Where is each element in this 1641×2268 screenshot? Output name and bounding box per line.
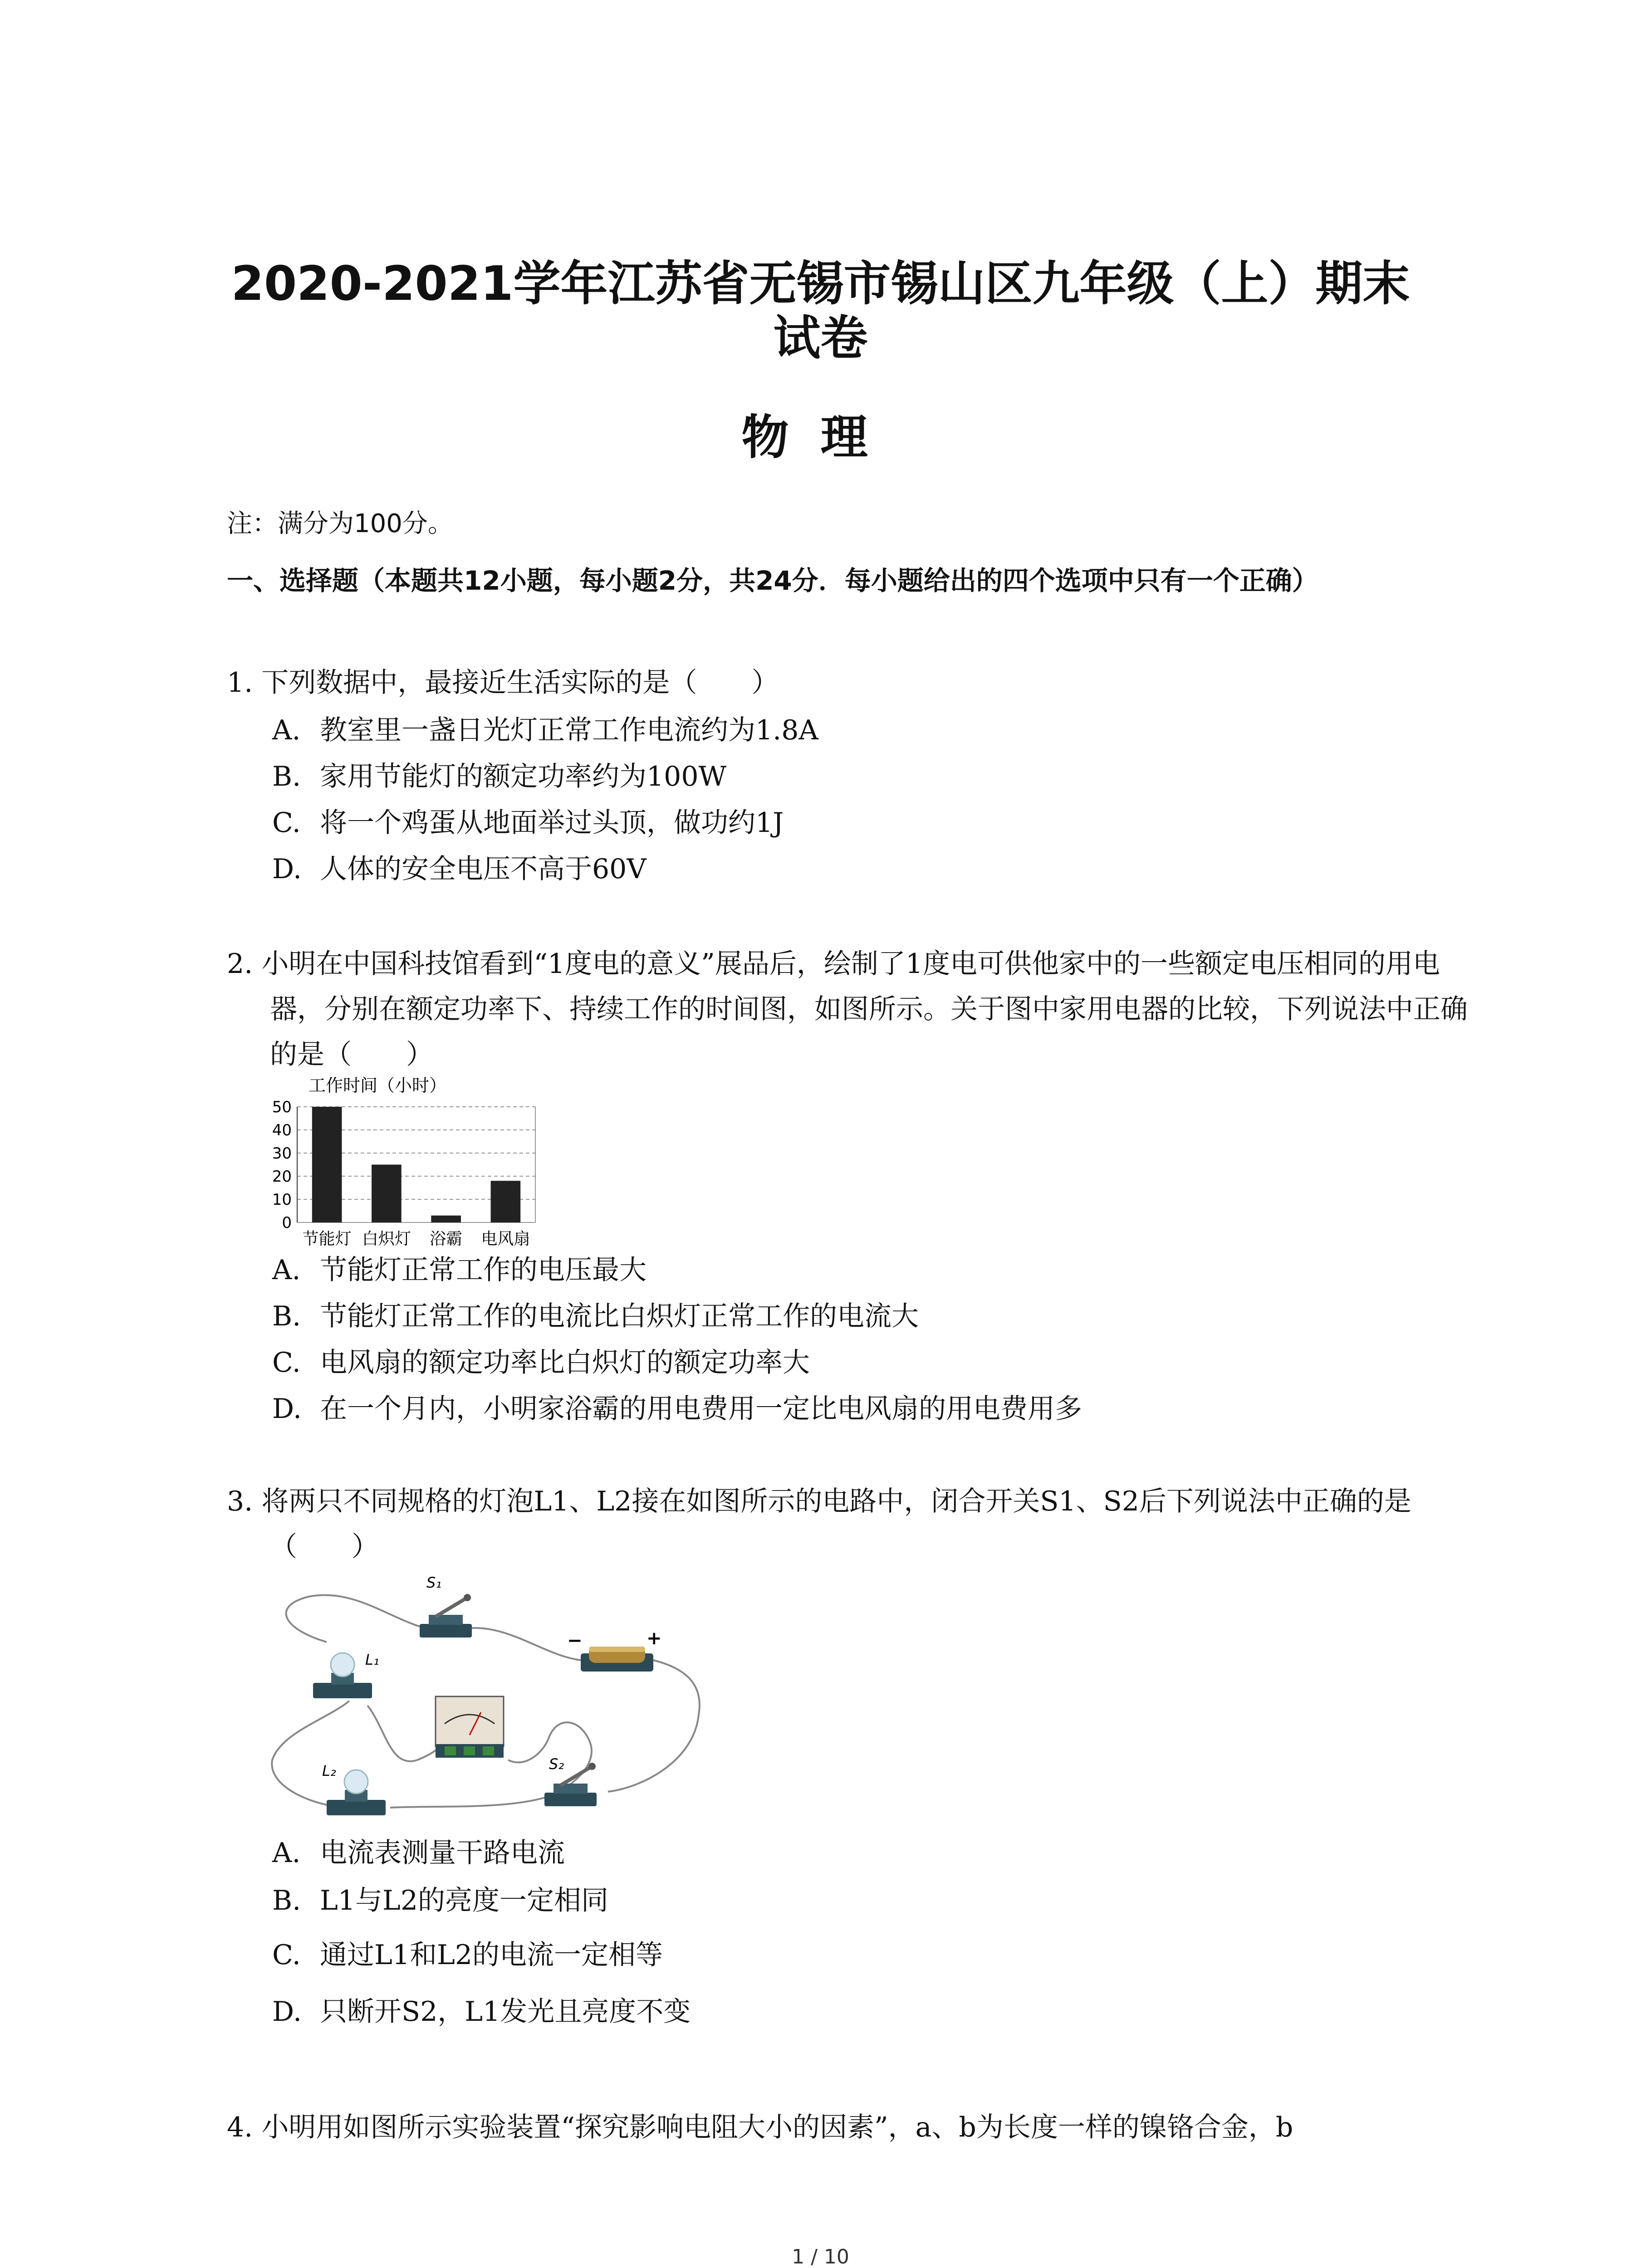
question-1-stem: 1. 下列数据中，最接近生活实际的是（ ） bbox=[227, 667, 779, 699]
q3-option-c: C. 通过L1和L2的电流一定相等 bbox=[272, 1939, 663, 1971]
subject-title: 物理 bbox=[741, 410, 900, 465]
q3-option-d: D. 只断开S2，L1发光且亮度不变 bbox=[272, 1996, 691, 2028]
x-tick-label-1: 白炽灯 bbox=[362, 1230, 411, 1248]
q1-option-b: B. 家用节能灯的额定功率约为100W bbox=[272, 761, 727, 792]
q1-option-a: A. 教室里一盏日光灯正常工作电流约为1.8A bbox=[272, 714, 818, 746]
question-2-stem: 2. 小明在中国科技馆看到“1度电的意义”展品后，绘制了1度电可供他家中的一些额定电压相同的用电器，分别在额定功率下、持续工作的时间图，如图所示。关于图中家用电器的比较，下列说法中正确的是（ ） bbox=[227, 948, 1468, 1070]
q3-option-b: B. L1与L2的亮度一定相同 bbox=[272, 1885, 609, 1916]
lamp-l1 bbox=[313, 1651, 379, 1698]
bar-3 bbox=[491, 1181, 521, 1222]
svg-text:S₂: S₂ bbox=[549, 1755, 564, 1773]
svg-text:−: − bbox=[567, 1630, 583, 1651]
bar-2 bbox=[431, 1216, 461, 1222]
y-tick-label-3: 30 bbox=[272, 1144, 292, 1163]
bar-0 bbox=[312, 1107, 342, 1222]
battery bbox=[567, 1628, 662, 1672]
svg-text:L₁: L₁ bbox=[365, 1651, 379, 1668]
q1-option-c: C. 将一个鸡蛋从地面举过头顶，做功约1J bbox=[272, 807, 784, 839]
q2-option-a: A. 节能灯正常工作的电压最大 bbox=[272, 1254, 647, 1286]
y-tick-label-4: 40 bbox=[272, 1121, 292, 1139]
question-3-stem: 3. 将两只不同规格的灯泡L1、L2接在如图所示的电路中，闭合开关S1、S2后下列说法中正确的是（ ） bbox=[227, 1486, 1411, 1563]
page-number: 1 / 10 bbox=[792, 2245, 849, 2268]
q1-option-d: D. 人体的安全电压不高于60V bbox=[272, 853, 647, 885]
switch-s1 bbox=[420, 1574, 472, 1637]
svg-text:S₁: S₁ bbox=[426, 1574, 442, 1591]
question-4-stem: 4. 小明用如图所示实验装置“探究影响电阻大小的因素”，a、b为长度一样的镍铬合金，b bbox=[227, 2112, 1293, 2143]
x-tick-label-0: 节能灯 bbox=[302, 1230, 352, 1248]
q3-option-a: A. 电流表测量干路电流 bbox=[272, 1837, 565, 1869]
work-time-bar-chart bbox=[254, 1075, 581, 1252]
ammeter bbox=[436, 1696, 504, 1758]
x-tick-label-2: 浴霸 bbox=[430, 1230, 463, 1248]
lamp-l2 bbox=[322, 1762, 386, 1815]
svg-text:+: + bbox=[647, 1628, 662, 1649]
chart-x-labels bbox=[303, 1230, 530, 1248]
chart-y-ticks bbox=[272, 1098, 292, 1232]
y-tick-label-2: 20 bbox=[272, 1168, 292, 1186]
section-heading: 一、选择题（本题共12小题，每小题2分，共24分．每小题给出的四个选项中只有一个正确） bbox=[227, 565, 1318, 596]
page-title: 2020-2021学年江苏省无锡市锡山区九年级（上）期末 bbox=[231, 256, 1410, 311]
svg-text:L₂: L₂ bbox=[322, 1762, 336, 1779]
y-tick-label-0: 0 bbox=[282, 1214, 292, 1232]
chart-bars bbox=[312, 1107, 520, 1222]
q2-option-c: C. 电风扇的额定功率比白炽灯的额定功率大 bbox=[272, 1347, 810, 1378]
y-tick-label-1: 10 bbox=[272, 1191, 292, 1209]
circuit-diagram bbox=[254, 1569, 735, 1823]
q2-option-b: B. 节能灯正常工作的电流比白炽灯正常工作的电流大 bbox=[272, 1300, 919, 1332]
y-tick-label-5: 50 bbox=[272, 1098, 292, 1116]
page-title-line2: 试卷 bbox=[773, 310, 868, 366]
x-tick-label-3: 电风扇 bbox=[481, 1230, 530, 1248]
bar-1 bbox=[372, 1165, 402, 1223]
q2-option-d: D. 在一个月内，小明家浴霸的用电费用一定比电风扇的用电费用多 bbox=[272, 1393, 1082, 1425]
chart-y-axis-label: 工作时间（小时） bbox=[309, 1075, 447, 1095]
score-note: 注：满分为100分。 bbox=[227, 509, 453, 538]
